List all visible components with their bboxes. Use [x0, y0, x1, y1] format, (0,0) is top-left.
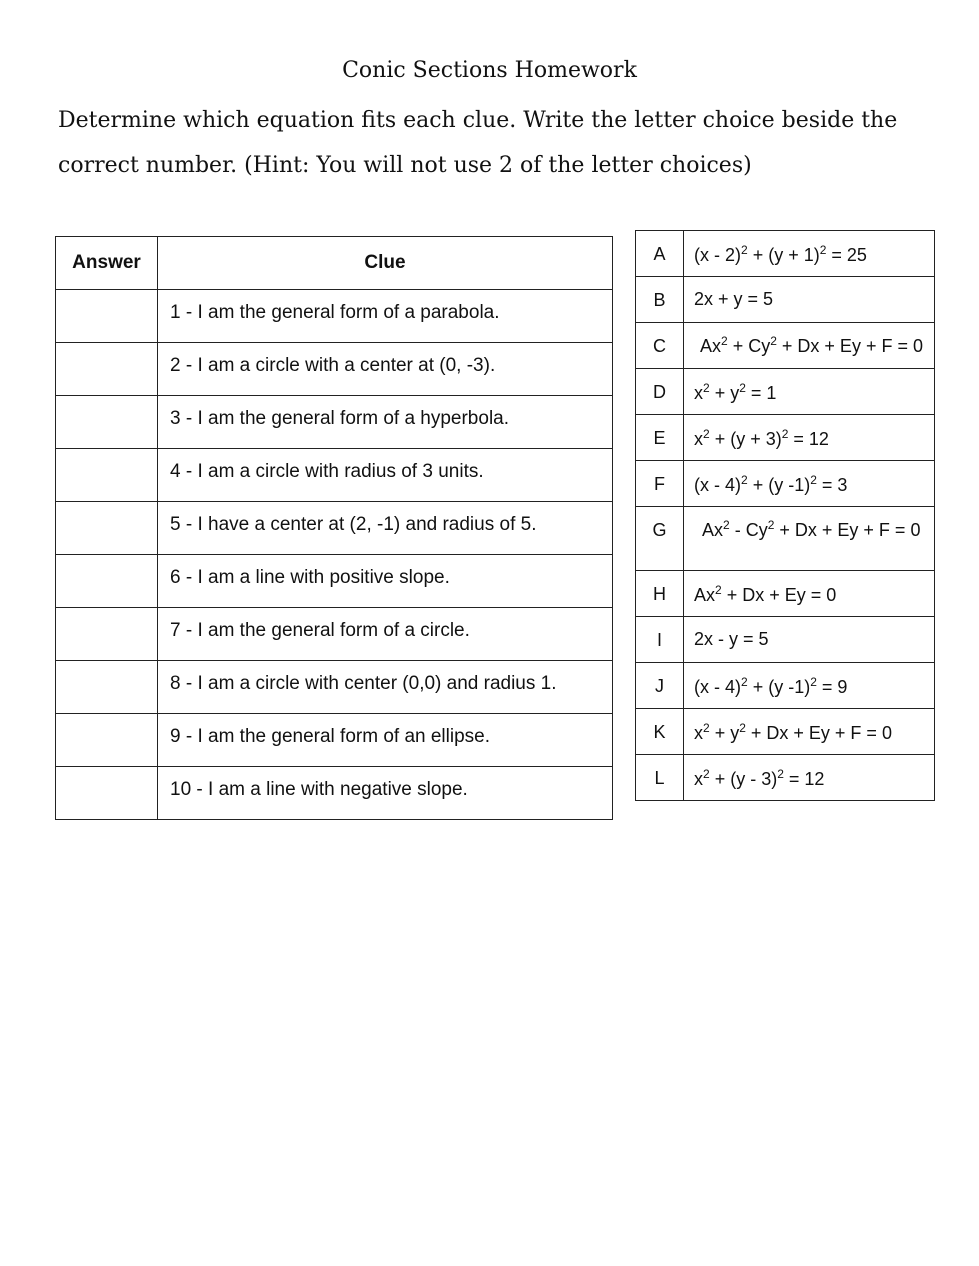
- choice-row-l: [636, 755, 935, 801]
- choice-row-a: [636, 231, 935, 277]
- equation-text: + Dx + Ey + F = 0: [745, 723, 892, 743]
- choice-letter: F: [636, 461, 684, 507]
- clue-cell: 10 - I am a line with negative slope.: [158, 767, 613, 820]
- exponent: 2: [723, 518, 730, 532]
- equation-text: + y: [709, 723, 740, 743]
- choice-row-e: [636, 415, 935, 461]
- clue-row: [56, 290, 613, 343]
- choice-row-i: [636, 617, 935, 663]
- clue-cell: 1 - I am the general form of a parabola.: [158, 290, 613, 343]
- choice-letter: C: [636, 323, 684, 369]
- clue-column-header: Clue: [158, 237, 613, 290]
- clue-cell: 3 - I am the general form of a hyperbola.: [158, 396, 613, 449]
- answer-cell[interactable]: [56, 661, 158, 714]
- answer-cell[interactable]: [56, 290, 158, 343]
- choice-row-j: [636, 663, 935, 709]
- equation-text: + (y -1): [747, 677, 811, 697]
- equation-text: + y: [709, 383, 740, 403]
- equation-choices-table: [635, 230, 935, 801]
- equation-text: + (y + 3): [709, 429, 782, 449]
- equation-text: + Dx + Ey + F = 0: [776, 336, 923, 356]
- exponent: 2: [741, 243, 748, 257]
- choice-letter: B: [636, 277, 684, 323]
- clue-row: [56, 449, 613, 502]
- clue-table-header: [56, 237, 613, 290]
- choice-equation: [684, 507, 935, 571]
- clue-row: [56, 502, 613, 555]
- choice-equation: [684, 415, 935, 461]
- answer-cell[interactable]: [56, 449, 158, 502]
- equation-text: x: [694, 383, 703, 403]
- exponent: 2: [741, 675, 748, 689]
- equation-text: - Cy: [729, 520, 768, 540]
- equation-text: Ax: [700, 336, 722, 356]
- clue-row: [56, 661, 613, 714]
- clue-cell: 4 - I am a circle with radius of 3 units.: [158, 449, 613, 502]
- choice-letter: A: [636, 231, 684, 277]
- equation-text: x: [694, 723, 703, 743]
- choice-letter: G: [636, 507, 684, 571]
- choice-row-h: [636, 571, 935, 617]
- exponent: 2: [810, 675, 817, 689]
- choice-equation: [684, 617, 935, 663]
- choice-row-d: [636, 369, 935, 415]
- clue-row: [56, 555, 613, 608]
- equation-text: (x - 4): [694, 677, 741, 697]
- exponent: 2: [703, 427, 710, 441]
- exponent: 2: [777, 767, 784, 781]
- exponent: 2: [739, 381, 746, 395]
- answer-cell[interactable]: [56, 555, 158, 608]
- choice-equation: [684, 461, 935, 507]
- equation-text: + (y -1): [747, 475, 811, 495]
- equation-text: = 25: [826, 245, 867, 265]
- answer-cell[interactable]: [56, 396, 158, 449]
- equation-text: x: [694, 429, 703, 449]
- exponent: 2: [770, 334, 777, 348]
- exponent: 2: [767, 518, 775, 532]
- answer-cell[interactable]: [56, 608, 158, 661]
- choice-equation: [684, 369, 935, 415]
- exponent: 2: [739, 721, 746, 735]
- exponent: 2: [741, 473, 748, 487]
- choice-row-c: [636, 323, 935, 369]
- answer-column-header: Answer: [56, 237, 158, 290]
- clue-cell: 7 - I am the general form of a circle.: [158, 608, 613, 661]
- choice-equation: [684, 571, 935, 617]
- equation-text: + (y + 1): [747, 245, 820, 265]
- page-title: Conic Sections Homework: [342, 58, 637, 83]
- choice-letter: H: [636, 571, 684, 617]
- answer-cell[interactable]: [56, 343, 158, 396]
- equation-text: + Dx + Ey = 0: [721, 585, 837, 605]
- instructions-text: Determine which equation fits each clue. Write the letter choice beside the correct number. (Hint: You will not use 2 of the letter choices): [58, 108, 898, 178]
- exponent: 2: [715, 583, 722, 597]
- choice-equation: [684, 277, 935, 323]
- equation-text: + Cy: [727, 336, 771, 356]
- choice-letter: K: [636, 709, 684, 755]
- choice-equation: [684, 231, 935, 277]
- choice-letter: D: [636, 369, 684, 415]
- equation-text: x: [694, 769, 703, 789]
- equation-text: (x - 2): [694, 245, 741, 265]
- clue-row: [56, 396, 613, 449]
- answer-cell[interactable]: [56, 502, 158, 555]
- choice-row-k: [636, 709, 935, 755]
- choice-letter: E: [636, 415, 684, 461]
- equation-text: 2x - y = 5: [694, 629, 769, 649]
- clue-cell: 5 - I have a center at (2, -1) and radius of 5.: [158, 502, 613, 555]
- choice-row-f: [636, 461, 935, 507]
- equation-text: = 12: [788, 429, 829, 449]
- exponent: 2: [819, 243, 827, 257]
- equation-text: = 1: [745, 383, 777, 403]
- equation-text: = 3: [816, 475, 848, 495]
- choice-row-b: [636, 277, 935, 323]
- clue-row: [56, 714, 613, 767]
- choice-letter: I: [636, 617, 684, 663]
- answer-cell[interactable]: [56, 714, 158, 767]
- clue-cell: 9 - I am the general form of an ellipse.: [158, 714, 613, 767]
- clue-row: [56, 343, 613, 396]
- clue-row: [56, 767, 613, 820]
- clue-table: [55, 236, 613, 820]
- equation-text: (x - 4): [694, 475, 741, 495]
- equation-text: 2x + y = 5: [694, 289, 774, 309]
- clue-cell: 8 - I am a circle with center (0,0) and radius 1.: [158, 661, 613, 714]
- equation-text: Ax: [702, 520, 724, 540]
- equation-text: Ax: [694, 585, 716, 605]
- equation-text: = 9: [816, 677, 848, 697]
- choice-letter: J: [636, 663, 684, 709]
- exponent: 2: [703, 767, 710, 781]
- clue-cell: 6 - I am a line with positive slope.: [158, 555, 613, 608]
- equation-text: + Dx + Ey + F = 0: [774, 520, 921, 540]
- exponent: 2: [781, 427, 789, 441]
- clue-cell: 2 - I am a circle with a center at (0, -3).: [158, 343, 613, 396]
- equation-text: + (y - 3): [709, 769, 778, 789]
- equation-text: = 12: [783, 769, 825, 789]
- clue-row: [56, 608, 613, 661]
- choice-equation: [684, 709, 935, 755]
- choice-equation: [684, 755, 935, 801]
- exponent: 2: [721, 334, 728, 348]
- choice-equation: [684, 663, 935, 709]
- exponent: 2: [703, 381, 710, 395]
- choice-equation: [684, 323, 935, 369]
- choice-letter: L: [636, 755, 684, 801]
- answer-cell[interactable]: [56, 767, 158, 820]
- exponent: 2: [703, 721, 710, 735]
- exponent: 2: [810, 473, 817, 487]
- choice-row-g: [636, 507, 935, 571]
